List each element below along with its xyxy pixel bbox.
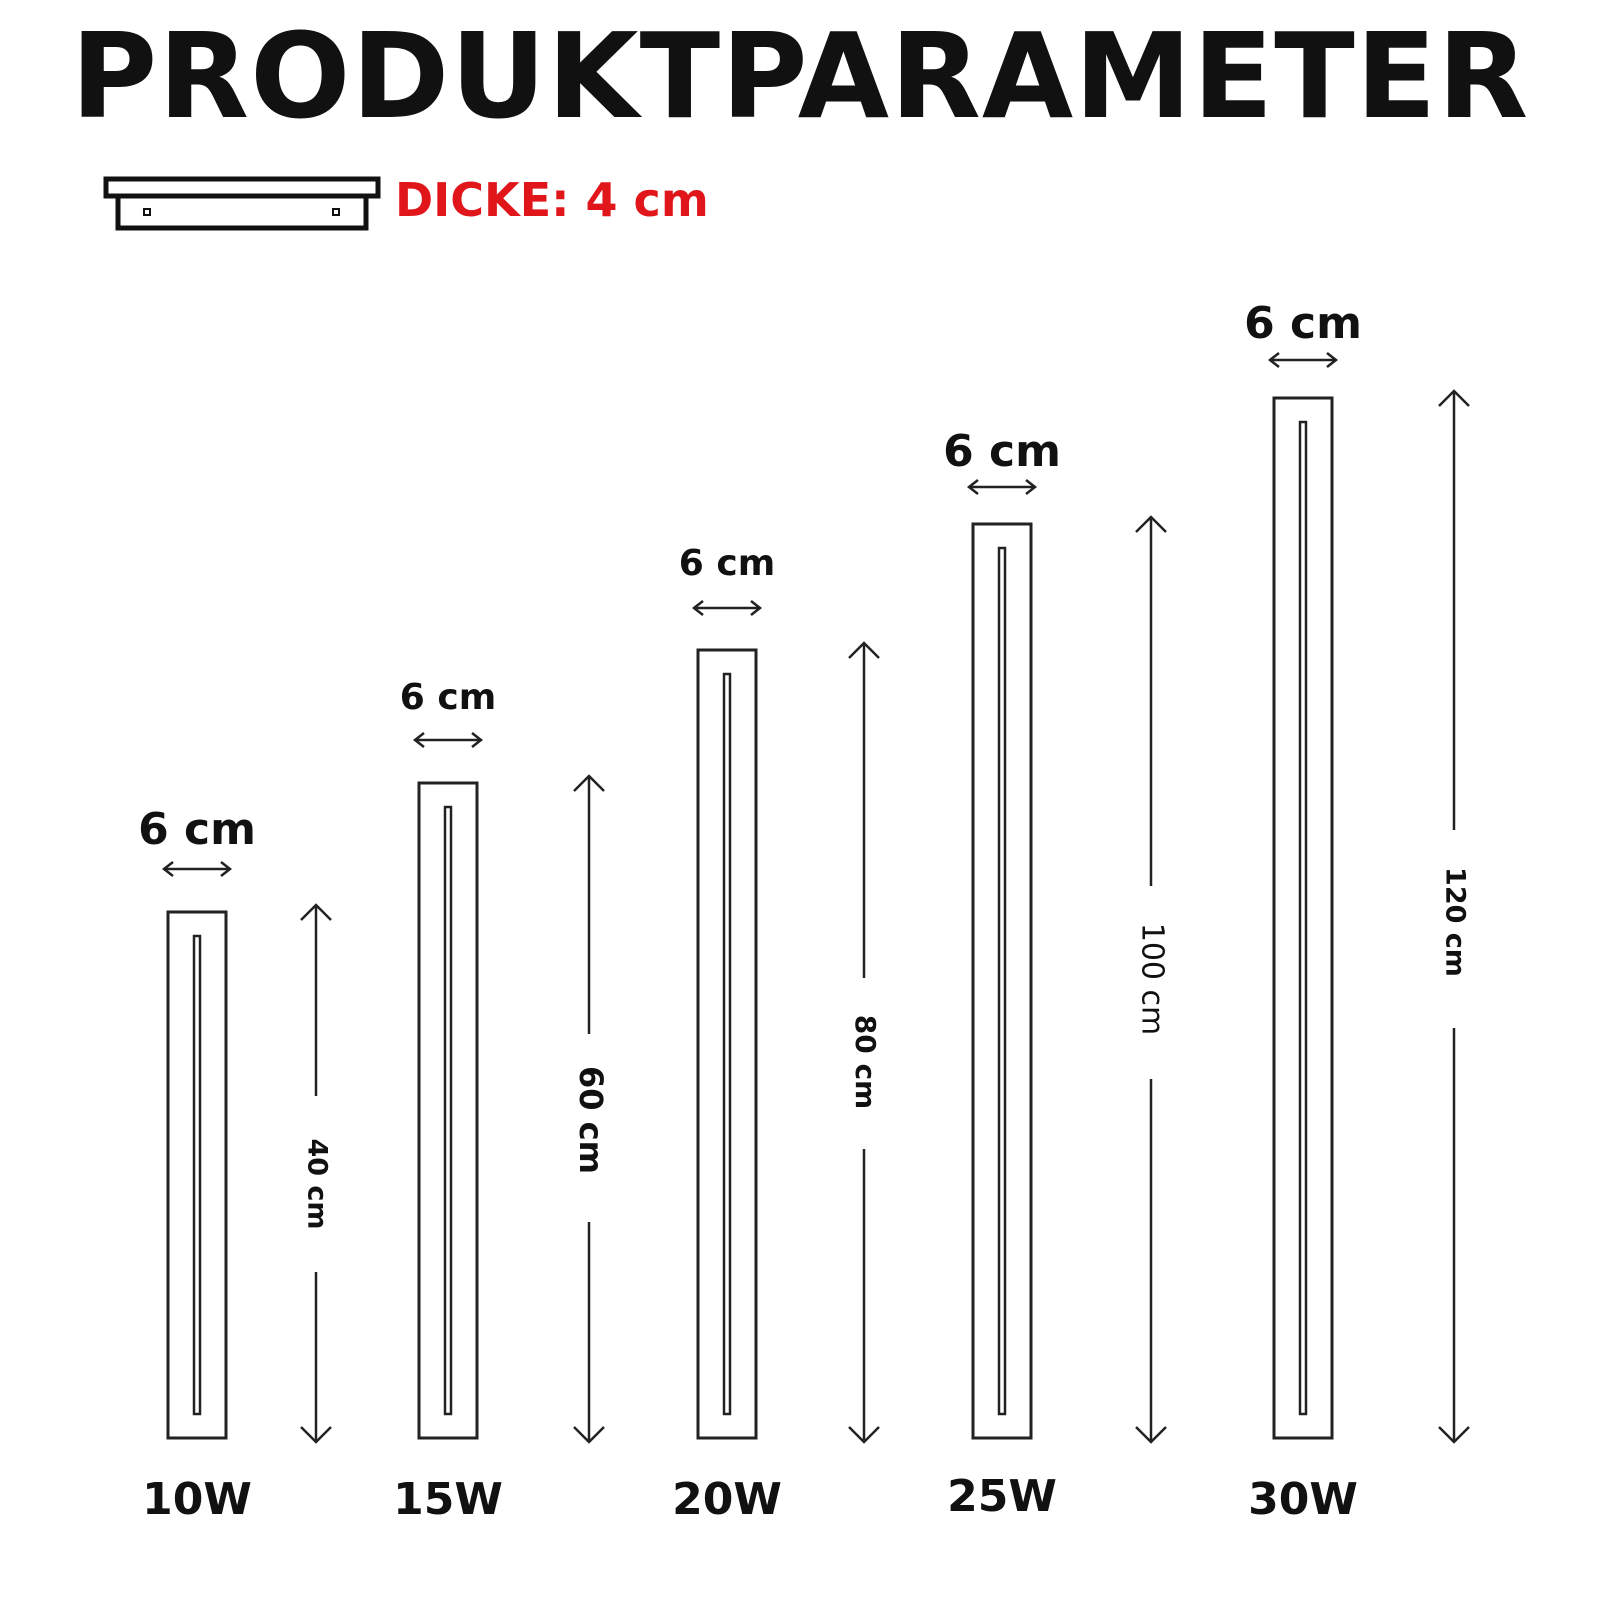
power-label: 25W (947, 1471, 1057, 1522)
length-label: 120 cm (1439, 867, 1471, 977)
page-title: PRODUKTPARAMETER (70, 7, 1530, 145)
power-label: 30W (1248, 1474, 1358, 1525)
length-label: 60 cm (572, 1066, 610, 1174)
double-arrow-horizontal-icon (164, 862, 230, 876)
thickness-label: DICKE: 4 cm (395, 173, 709, 227)
lamp-30w (1244, 298, 1470, 1525)
lamp-body (698, 650, 756, 1438)
double-arrow-horizontal-icon (969, 480, 1035, 494)
double-arrow-horizontal-icon (694, 601, 760, 615)
width-label: 6 cm (678, 543, 776, 584)
power-label: 15W (393, 1474, 503, 1525)
length-label: 100 cm (1134, 922, 1170, 1036)
lamp-25w (943, 426, 1169, 1522)
power-label: 10W (142, 1474, 252, 1525)
lamp-body (973, 524, 1031, 1438)
power-label: 20W (672, 1474, 782, 1525)
double-arrow-horizontal-icon (415, 733, 481, 747)
lamp-15w (393, 677, 610, 1525)
lamp-20w (672, 543, 882, 1525)
lamp-body (168, 912, 226, 1438)
lamp-body (419, 783, 477, 1438)
length-label: 80 cm (849, 1014, 882, 1110)
length-label: 40 cm (301, 1138, 333, 1230)
width-label: 6 cm (399, 677, 497, 718)
width-label: 6 cm (1244, 298, 1362, 349)
lamp-10w (138, 804, 332, 1525)
width-label: 6 cm (943, 426, 1061, 477)
double-arrow-horizontal-icon (1270, 353, 1336, 367)
lamp-body (1274, 398, 1332, 1438)
width-label: 6 cm (138, 804, 256, 855)
